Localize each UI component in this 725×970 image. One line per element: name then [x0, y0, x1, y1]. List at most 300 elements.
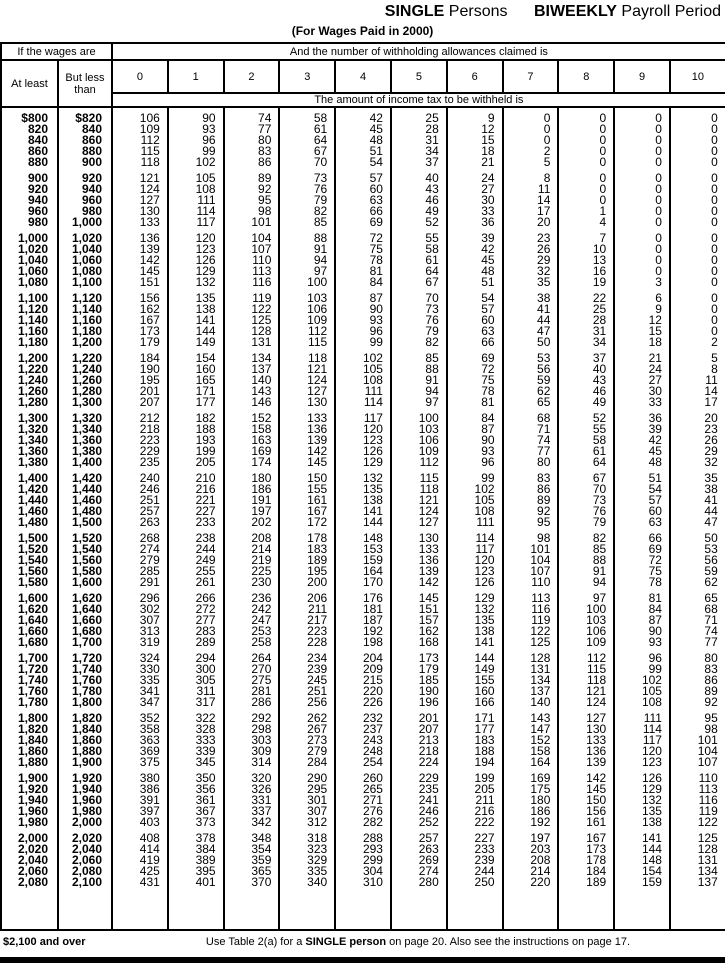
- tax-cell-allowance-6: 63: [447, 326, 503, 337]
- tax-cell-allowance-4: 99: [335, 337, 391, 348]
- tax-cell-allowance-8: 124: [558, 697, 614, 708]
- at-least-cell: 1,660: [1, 626, 58, 637]
- tax-cell-allowance-4: 181: [335, 604, 391, 615]
- tax-cell-allowance-6: 149: [447, 664, 503, 675]
- tax-cell-allowance-9: 0: [614, 135, 670, 146]
- tax-cell-allowance-7: 98: [503, 533, 559, 544]
- tax-cell-allowance-6: 33: [447, 206, 503, 217]
- tax-cell-allowance-4: 69: [335, 217, 391, 228]
- tax-cell-allowance-8: 70: [558, 484, 614, 495]
- tax-cell-allowance-10: 11: [670, 375, 725, 386]
- tax-cell-allowance-7: 113: [503, 593, 559, 604]
- tax-cell-allowance-3: 161: [279, 495, 335, 506]
- tax-cell-allowance-1: 114: [168, 206, 224, 217]
- less-than-cell: 1,620: [58, 593, 112, 604]
- tax-cell-allowance-7: 107: [503, 566, 559, 577]
- tax-cell-allowance-10: 89: [670, 686, 725, 697]
- tax-cell-allowance-9: 30: [614, 386, 670, 397]
- tax-cell-allowance-3: 133: [279, 413, 335, 424]
- tax-cell-allowance-5: 246: [391, 806, 447, 817]
- tax-cell-allowance-2: 303: [224, 735, 280, 746]
- at-least-cell: 1,860: [1, 746, 58, 757]
- less-than-cell: 2,040: [58, 844, 112, 855]
- tax-cell-allowance-8: 106: [558, 626, 614, 637]
- tax-table-row: [1, 817, 725, 828]
- tax-cell-allowance-6: 114: [447, 533, 503, 544]
- bottom-divider-bar: [0, 957, 725, 963]
- less-than-cell: 1,680: [58, 626, 112, 637]
- tax-cell-allowance-9: 0: [614, 173, 670, 184]
- tax-cell-allowance-7: 134: [503, 675, 559, 686]
- tax-cell-allowance-2: 95: [224, 195, 280, 206]
- tax-cell-allowance-8: 156: [558, 806, 614, 817]
- tax-cell-allowance-3: 335: [279, 866, 335, 877]
- at-least-cell: 1,520: [1, 544, 58, 555]
- tax-cell-allowance-8: 112: [558, 653, 614, 664]
- tax-cell-allowance-6: 135: [447, 615, 503, 626]
- tax-cell-allowance-8: 0: [558, 124, 614, 135]
- at-least-cell: 1,760: [1, 686, 58, 697]
- tax-cell-allowance-8: 184: [558, 866, 614, 877]
- title-biweekly: BIWEEKLY: [533, 3, 617, 20]
- tax-cell-allowance-6: 96: [447, 457, 503, 468]
- at-least-cell: 1,200: [1, 353, 58, 364]
- tax-cell-allowance-6: 166: [447, 697, 503, 708]
- filler-cell: [503, 888, 559, 930]
- tax-cell-allowance-2: 119: [224, 293, 280, 304]
- at-least-cell: 1,120: [1, 304, 58, 315]
- tax-cell-allowance-5: 121: [391, 495, 447, 506]
- at-least-cell: 1,680: [1, 637, 58, 648]
- tax-cell-allowance-4: 299: [335, 855, 391, 866]
- tax-table-row: [1, 244, 725, 255]
- less-than-cell: 840: [58, 124, 112, 135]
- tax-table-row: [1, 386, 725, 397]
- tax-cell-allowance-5: 25: [391, 113, 447, 124]
- tax-cell-allowance-9: 66: [614, 533, 670, 544]
- tax-cell-allowance-4: 204: [335, 653, 391, 664]
- tax-cell-allowance-3: 67: [279, 146, 335, 157]
- tax-cell-allowance-9: 0: [614, 195, 670, 206]
- but-less-than-header: But less than: [58, 60, 112, 107]
- tax-cell-allowance-8: 145: [558, 784, 614, 795]
- tax-cell-allowance-4: 144: [335, 517, 391, 528]
- tax-cell-allowance-3: 85: [279, 217, 335, 228]
- tax-cell-allowance-2: 86: [224, 157, 280, 168]
- tax-cell-allowance-5: 224: [391, 757, 447, 768]
- tax-cell-allowance-4: 215: [335, 675, 391, 686]
- tax-cell-allowance-2: 253: [224, 626, 280, 637]
- tax-cell-allowance-5: 70: [391, 293, 447, 304]
- tax-cell-allowance-8: 58: [558, 435, 614, 446]
- tax-cell-allowance-7: 29: [503, 255, 559, 266]
- at-least-cell: 1,600: [1, 593, 58, 604]
- tax-cell-allowance-2: 83: [224, 146, 280, 157]
- tax-cell-allowance-6: 27: [447, 184, 503, 195]
- tax-cell-allowance-4: 84: [335, 277, 391, 288]
- at-least-cell: 1,920: [1, 784, 58, 795]
- tax-cell-allowance-6: 24: [447, 173, 503, 184]
- tax-cell-allowance-1: 126: [168, 255, 224, 266]
- tax-cell-allowance-8: 79: [558, 517, 614, 528]
- tax-cell-allowance-4: 42: [335, 113, 391, 124]
- tax-cell-allowance-10: 134: [670, 866, 725, 877]
- tax-cell-allowance-7: 0: [503, 113, 559, 124]
- tax-cell-allowance-10: 0: [670, 113, 725, 124]
- less-than-cell: 1,360: [58, 435, 112, 446]
- tax-cell-allowance-9: 102: [614, 675, 670, 686]
- tax-cell-allowance-7: 192: [503, 817, 559, 828]
- tax-table-row: [1, 304, 725, 315]
- title-persons: Persons: [448, 3, 508, 20]
- tax-cell-allowance-8: 61: [558, 446, 614, 457]
- tax-cell-allowance-3: 121: [279, 364, 335, 375]
- tax-cell-allowance-9: 63: [614, 517, 670, 528]
- tax-cell-allowance-8: 0: [558, 184, 614, 195]
- allowances-header: And the number of withholding allowances claimed is: [112, 43, 725, 60]
- tax-cell-allowance-8: 16: [558, 266, 614, 277]
- tax-cell-allowance-5: 34: [391, 146, 447, 157]
- tax-cell-allowance-8: 127: [558, 713, 614, 724]
- tax-cell-allowance-1: 96: [168, 135, 224, 146]
- less-than-cell: 1,540: [58, 544, 112, 555]
- tax-cell-allowance-8: 161: [558, 817, 614, 828]
- tax-cell-allowance-7: 62: [503, 386, 559, 397]
- tax-cell-allowance-3: 200: [279, 577, 335, 588]
- wages-header: If the wages are: [1, 43, 112, 60]
- tax-table-row: [1, 877, 725, 888]
- tax-cell-allowance-4: 75: [335, 244, 391, 255]
- at-least-cell: 1,840: [1, 735, 58, 746]
- tax-cell-allowance-10: 0: [670, 124, 725, 135]
- tax-cell-allowance-5: 218: [391, 746, 447, 757]
- tax-cell-allowance-3: 115: [279, 337, 335, 348]
- tax-cell-allowance-4: 72: [335, 233, 391, 244]
- tax-cell-allowance-7: 86: [503, 484, 559, 495]
- tax-cell-allowance-3: 130: [279, 397, 335, 408]
- at-least-cell: 2,080: [1, 877, 58, 888]
- tax-cell-allowance-10: 98: [670, 724, 725, 735]
- tax-cell-allowance-0: 386: [112, 784, 168, 795]
- less-than-cell: 1,920: [58, 773, 112, 784]
- tax-cell-allowance-0: 391: [112, 795, 168, 806]
- tax-cell-allowance-10: 14: [670, 386, 725, 397]
- tax-cell-allowance-2: 180: [224, 473, 280, 484]
- tax-cell-allowance-9: 87: [614, 615, 670, 626]
- tax-cell-allowance-0: 167: [112, 315, 168, 326]
- tax-cell-allowance-9: 132: [614, 795, 670, 806]
- tax-cell-allowance-10: 128: [670, 844, 725, 855]
- tax-cell-allowance-8: 82: [558, 533, 614, 544]
- tax-cell-allowance-0: 363: [112, 735, 168, 746]
- at-least-cell: 1,440: [1, 495, 58, 506]
- tax-table-row: [1, 206, 725, 217]
- tax-cell-allowance-2: 286: [224, 697, 280, 708]
- tax-cell-allowance-7: 214: [503, 866, 559, 877]
- tax-table-row: [1, 184, 725, 195]
- title-single: SINGLE: [384, 3, 445, 20]
- tax-cell-allowance-7: 32: [503, 266, 559, 277]
- tax-cell-allowance-4: 170: [335, 577, 391, 588]
- less-than-cell: 1,320: [58, 413, 112, 424]
- filler-cell: [224, 888, 280, 930]
- tax-cell-allowance-10: 65: [670, 593, 725, 604]
- tax-cell-allowance-3: 76: [279, 184, 335, 195]
- bottom-filler-row: [1, 888, 725, 930]
- tax-cell-allowance-9: 48: [614, 457, 670, 468]
- tax-cell-allowance-6: 239: [447, 855, 503, 866]
- less-than-cell: 1,180: [58, 326, 112, 337]
- tax-table-row: [1, 293, 725, 304]
- tax-cell-allowance-8: 49: [558, 397, 614, 408]
- at-least-cell: 2,020: [1, 844, 58, 855]
- tax-cell-allowance-2: 214: [224, 544, 280, 555]
- tax-cell-allowance-9: 144: [614, 844, 670, 855]
- tax-cell-allowance-8: 76: [558, 506, 614, 517]
- tax-cell-allowance-5: 79: [391, 326, 447, 337]
- tax-cell-allowance-9: 135: [614, 806, 670, 817]
- tax-cell-allowance-2: 348: [224, 833, 280, 844]
- allowance-col-1: 1: [168, 60, 224, 93]
- tax-cell-allowance-10: 0: [670, 184, 725, 195]
- at-least-cell: 1,780: [1, 697, 58, 708]
- tax-cell-allowance-2: 77: [224, 124, 280, 135]
- tax-cell-allowance-4: 226: [335, 697, 391, 708]
- tax-cell-allowance-8: 88: [558, 555, 614, 566]
- tax-cell-allowance-7: 104: [503, 555, 559, 566]
- tax-cell-allowance-4: 105: [335, 364, 391, 375]
- tax-cell-allowance-6: 183: [447, 735, 503, 746]
- tax-cell-allowance-1: 154: [168, 353, 224, 364]
- tax-cell-allowance-3: 64: [279, 135, 335, 146]
- tax-cell-allowance-6: 78: [447, 386, 503, 397]
- tax-cell-allowance-3: 279: [279, 746, 335, 757]
- tax-cell-allowance-3: 145: [279, 457, 335, 468]
- tax-cell-allowance-9: 114: [614, 724, 670, 735]
- tax-table-row: [1, 337, 725, 348]
- tax-cell-allowance-1: 249: [168, 555, 224, 566]
- tax-cell-allowance-5: 235: [391, 784, 447, 795]
- tax-cell-allowance-7: 143: [503, 713, 559, 724]
- tax-cell-allowance-4: 153: [335, 544, 391, 555]
- tax-cell-allowance-10: 47: [670, 517, 725, 528]
- at-least-cell: 1,740: [1, 675, 58, 686]
- tax-cell-allowance-7: 0: [503, 135, 559, 146]
- tax-cell-allowance-7: 175: [503, 784, 559, 795]
- tax-cell-allowance-8: 167: [558, 833, 614, 844]
- less-than-cell: 1,520: [58, 533, 112, 544]
- tax-cell-allowance-7: 128: [503, 653, 559, 664]
- tax-cell-allowance-1: 333: [168, 735, 224, 746]
- tax-cell-allowance-2: 298: [224, 724, 280, 735]
- tax-cell-allowance-6: 84: [447, 413, 503, 424]
- tax-cell-allowance-5: 82: [391, 337, 447, 348]
- tax-cell-allowance-2: 219: [224, 555, 280, 566]
- less-than-cell: 1,020: [58, 233, 112, 244]
- filler-cell: [614, 888, 670, 930]
- tax-cell-allowance-9: 24: [614, 364, 670, 375]
- tax-cell-allowance-5: 64: [391, 266, 447, 277]
- tax-cell-allowance-0: 380: [112, 773, 168, 784]
- tax-cell-allowance-0: 251: [112, 495, 168, 506]
- tax-cell-allowance-9: 0: [614, 266, 670, 277]
- tax-cell-allowance-2: 247: [224, 615, 280, 626]
- tax-cell-allowance-3: 340: [279, 877, 335, 888]
- tax-cell-allowance-6: 222: [447, 817, 503, 828]
- tax-cell-allowance-7: 110: [503, 577, 559, 588]
- tax-cell-allowance-5: 97: [391, 397, 447, 408]
- tax-cell-allowance-5: 130: [391, 533, 447, 544]
- tax-cell-allowance-4: 126: [335, 446, 391, 457]
- tax-cell-allowance-6: 75: [447, 375, 503, 386]
- tax-cell-allowance-2: 202: [224, 517, 280, 528]
- tax-cell-allowance-1: 111: [168, 195, 224, 206]
- tax-cell-allowance-2: 208: [224, 533, 280, 544]
- less-than-cell: 1,200: [58, 337, 112, 348]
- tax-cell-allowance-7: 23: [503, 233, 559, 244]
- tax-cell-allowance-3: 223: [279, 626, 335, 637]
- tax-cell-allowance-2: 140: [224, 375, 280, 386]
- at-least-cell: 1,620: [1, 604, 58, 615]
- page-subtitle: (For Wages Paid in 2000): [291, 24, 434, 38]
- tax-cell-allowance-3: 97: [279, 266, 335, 277]
- tax-cell-allowance-0: 179: [112, 337, 168, 348]
- tax-cell-allowance-5: 179: [391, 664, 447, 675]
- tax-cell-allowance-1: 141: [168, 315, 224, 326]
- tax-cell-allowance-6: 18: [447, 146, 503, 157]
- tax-cell-allowance-5: 67: [391, 277, 447, 288]
- tax-cell-allowance-8: 118: [558, 675, 614, 686]
- less-than-cell: 1,340: [58, 424, 112, 435]
- at-least-cell: 1,800: [1, 713, 58, 724]
- at-least-cell: 1,180: [1, 337, 58, 348]
- tax-cell-allowance-4: 148: [335, 533, 391, 544]
- at-least-cell: 1,000: [1, 233, 58, 244]
- tax-cell-allowance-2: 101: [224, 217, 280, 228]
- tax-cell-allowance-5: 201: [391, 713, 447, 724]
- footer-note-bold: SINGLE person: [305, 936, 387, 948]
- tax-cell-allowance-2: 230: [224, 577, 280, 588]
- tax-cell-allowance-3: 172: [279, 517, 335, 528]
- tax-cell-allowance-8: 4: [558, 217, 614, 228]
- at-least-cell: 1,940: [1, 795, 58, 806]
- tax-cell-allowance-6: 9: [447, 113, 503, 124]
- tax-cell-allowance-2: 110: [224, 255, 280, 266]
- tax-cell-allowance-3: 189: [279, 555, 335, 566]
- tax-cell-allowance-6: 36: [447, 217, 503, 228]
- tax-cell-allowance-10: 0: [670, 206, 725, 217]
- tax-cell-allowance-10: 71: [670, 615, 725, 626]
- tax-cell-allowance-9: 141: [614, 833, 670, 844]
- tax-cell-allowance-10: 0: [670, 173, 725, 184]
- tax-cell-allowance-10: 0: [670, 217, 725, 228]
- tax-cell-allowance-3: 124: [279, 375, 335, 386]
- allowance-col-9: 9: [614, 60, 670, 93]
- filler-cell: [670, 888, 725, 930]
- tax-cell-allowance-10: 131: [670, 855, 725, 866]
- tax-cell-allowance-0: 201: [112, 386, 168, 397]
- tax-cell-allowance-2: 158: [224, 424, 280, 435]
- tax-cell-allowance-9: 84: [614, 604, 670, 615]
- tax-cell-allowance-4: 293: [335, 844, 391, 855]
- at-least-cell: 960: [1, 206, 58, 217]
- tax-cell-allowance-5: 269: [391, 855, 447, 866]
- at-least-cell: 1,720: [1, 664, 58, 675]
- tax-cell-allowance-9: 42: [614, 435, 670, 446]
- tax-cell-allowance-7: 5: [503, 157, 559, 168]
- tax-cell-allowance-9: 0: [614, 157, 670, 168]
- tax-cell-allowance-4: 237: [335, 724, 391, 735]
- tax-cell-allowance-1: 289: [168, 637, 224, 648]
- tax-cell-allowance-0: 302: [112, 604, 168, 615]
- tax-cell-allowance-5: 252: [391, 817, 447, 828]
- tax-cell-allowance-8: 28: [558, 315, 614, 326]
- tax-cell-allowance-0: 274: [112, 544, 168, 555]
- tax-cell-allowance-2: 107: [224, 244, 280, 255]
- tax-cell-allowance-1: 367: [168, 806, 224, 817]
- tax-cell-allowance-6: 171: [447, 713, 503, 724]
- tax-cell-allowance-0: 347: [112, 697, 168, 708]
- tax-cell-allowance-3: 234: [279, 653, 335, 664]
- tax-cell-allowance-8: 85: [558, 544, 614, 555]
- tax-cell-allowance-6: 126: [447, 577, 503, 588]
- tax-table-row: [1, 277, 725, 288]
- tax-cell-allowance-9: 33: [614, 397, 670, 408]
- tax-cell-allowance-1: 261: [168, 577, 224, 588]
- tax-cell-allowance-9: 39: [614, 424, 670, 435]
- tax-cell-allowance-6: 132: [447, 604, 503, 615]
- tax-cell-allowance-0: 313: [112, 626, 168, 637]
- tax-cell-allowance-0: 263: [112, 517, 168, 528]
- less-than-cell: 900: [58, 157, 112, 168]
- tax-cell-allowance-8: 109: [558, 637, 614, 648]
- tax-table-row: [1, 457, 725, 468]
- less-than-cell: 1,120: [58, 293, 112, 304]
- tax-cell-allowance-9: 9: [614, 304, 670, 315]
- tax-cell-allowance-8: 31: [558, 326, 614, 337]
- page-title: [0, 3, 725, 21]
- at-least-cell: 1,960: [1, 806, 58, 817]
- tax-cell-allowance-7: 220: [503, 877, 559, 888]
- tax-cell-allowance-5: 109: [391, 446, 447, 457]
- less-than-cell: $820: [58, 113, 112, 124]
- tax-cell-allowance-0: 425: [112, 866, 168, 877]
- tax-cell-allowance-10: 41: [670, 495, 725, 506]
- tax-cell-allowance-5: 185: [391, 675, 447, 686]
- tax-cell-allowance-1: 117: [168, 217, 224, 228]
- tax-cell-allowance-4: 48: [335, 135, 391, 146]
- tax-cell-allowance-5: 31: [391, 135, 447, 146]
- tax-cell-allowance-6: 93: [447, 446, 503, 457]
- tax-cell-allowance-2: 191: [224, 495, 280, 506]
- tax-cell-allowance-10: 74: [670, 626, 725, 637]
- at-least-cell: 1,460: [1, 506, 58, 517]
- tax-cell-allowance-7: 0: [503, 124, 559, 135]
- less-than-cell: 860: [58, 135, 112, 146]
- tax-cell-allowance-9: 36: [614, 413, 670, 424]
- tax-cell-allowance-3: 100: [279, 277, 335, 288]
- tax-cell-allowance-7: 147: [503, 724, 559, 735]
- tax-cell-allowance-3: 167: [279, 506, 335, 517]
- less-than-cell: 1,760: [58, 675, 112, 686]
- tax-cell-allowance-8: 34: [558, 337, 614, 348]
- tax-cell-allowance-2: 143: [224, 386, 280, 397]
- at-least-cell: 1,900: [1, 773, 58, 784]
- less-than-cell: 960: [58, 195, 112, 206]
- tax-cell-allowance-6: 54: [447, 293, 503, 304]
- tax-cell-allowance-0: 142: [112, 255, 168, 266]
- tax-cell-allowance-10: 0: [670, 135, 725, 146]
